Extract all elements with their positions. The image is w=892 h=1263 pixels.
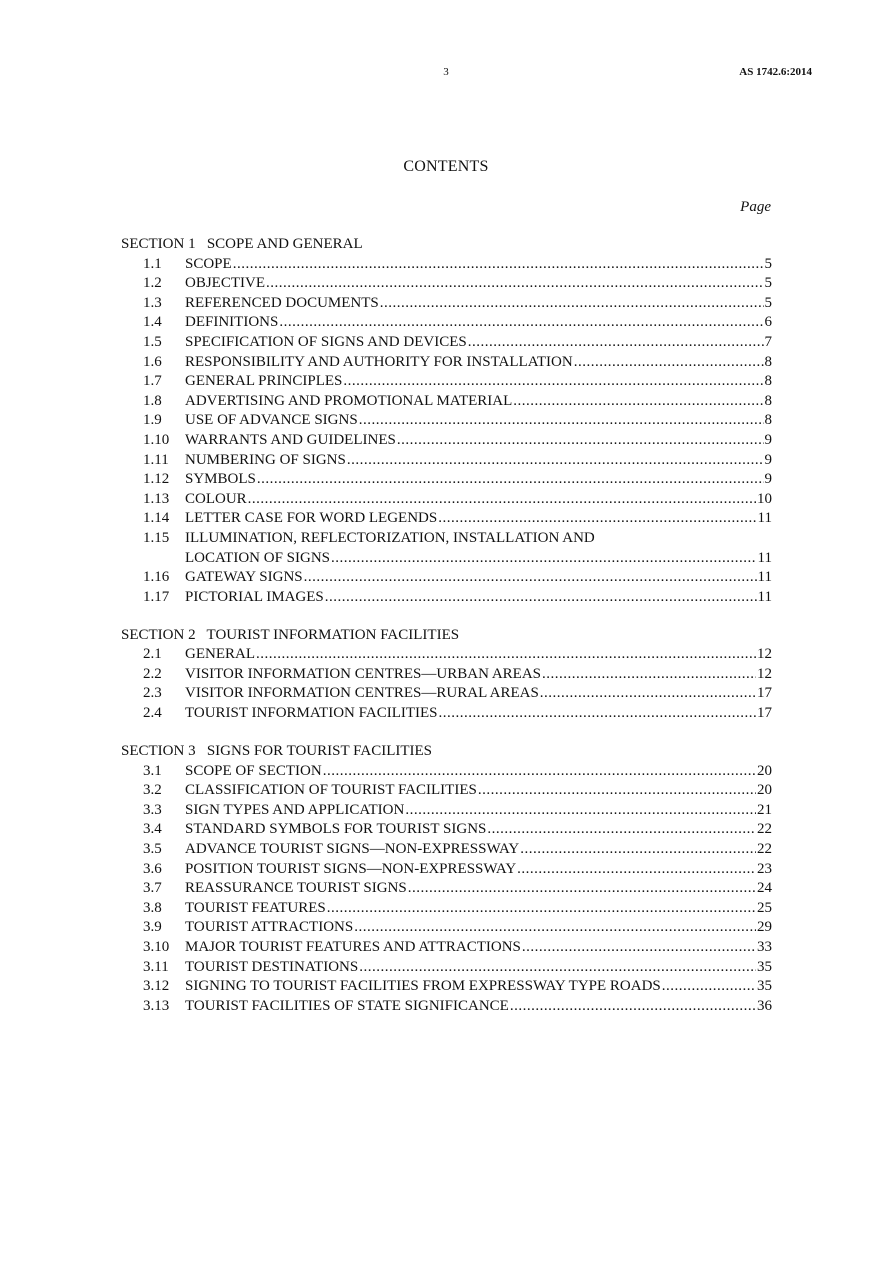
dot-leader <box>266 274 764 294</box>
dot-leader <box>347 451 764 471</box>
toc-entry[interactable] <box>121 490 772 510</box>
entry-title: STANDARD SYMBOLS FOR TOURIST SIGNS <box>185 821 487 838</box>
entry-number: 3.3 <box>143 801 162 818</box>
entry-page: 29 <box>757 919 772 936</box>
entry-page: 22 <box>757 841 772 857</box>
entry-title: ADVERTISING AND PROMOTIONAL MATERIAL <box>185 392 513 409</box>
dot-leader <box>513 392 763 412</box>
entry-number: 3.6 <box>143 860 162 877</box>
toc-entry[interactable] <box>121 451 772 471</box>
entry-title: LETTER CASE FOR WORD LEGENDS <box>185 510 438 527</box>
dot-leader <box>408 879 756 899</box>
dot-leader <box>279 313 763 333</box>
entry-title: OBJECTIVE <box>185 275 265 292</box>
entry-number: 1.3 <box>143 294 162 311</box>
entry-number: 3.7 <box>143 880 162 897</box>
toc-entry[interactable] <box>121 977 772 997</box>
entry-number: 1.17 <box>143 588 170 605</box>
entry-page: 9 <box>764 431 772 448</box>
toc-entry[interactable] <box>121 840 772 860</box>
toc-entry[interactable] <box>121 313 772 333</box>
entry-number: 1.12 <box>143 471 170 488</box>
entry-number: 1.4 <box>143 314 162 331</box>
entry-page: 8 <box>764 412 772 429</box>
dot-leader <box>468 333 764 353</box>
entry-number: 1.9 <box>143 412 162 429</box>
dot-leader <box>327 899 756 919</box>
toc-entry[interactable] <box>121 665 772 685</box>
entry-title: USE OF ADVANCE SIGNS <box>185 412 358 429</box>
dot-leader <box>542 665 756 685</box>
toc-entry-continuation[interactable] <box>121 549 772 569</box>
toc-entry[interactable] <box>121 684 772 704</box>
entry-title: TOURIST FEATURES <box>185 899 326 916</box>
dot-leader <box>438 509 756 529</box>
entry-number: 3.13 <box>143 997 170 1014</box>
entry-page: 23 <box>757 860 772 877</box>
entry-number: 3.1 <box>143 762 162 779</box>
entry-page: 5 <box>764 255 772 272</box>
dot-leader <box>354 918 756 938</box>
dot-leader <box>405 801 756 821</box>
entry-title: TOURIST INFORMATION FACILITIES <box>185 705 438 722</box>
dot-leader <box>517 860 756 880</box>
entry-title: RESPONSIBILITY AND AUTHORITY FOR INSTALLATION <box>185 353 573 370</box>
entry-page: 7 <box>764 333 772 350</box>
entry-page: 9 <box>764 471 772 488</box>
dot-leader <box>257 470 764 490</box>
page-number: 3 <box>443 66 449 78</box>
dot-leader <box>662 977 756 997</box>
dot-leader <box>380 294 764 314</box>
entry-page: 24 <box>757 880 772 897</box>
entry-number: 2.2 <box>143 665 162 682</box>
dot-leader <box>520 840 756 860</box>
entry-page: 35 <box>757 958 772 975</box>
entry-title: MAJOR TOURIST FEATURES AND ATTRACTIONS <box>185 938 521 955</box>
entry-number: 3.12 <box>143 978 170 995</box>
entry-title: SIGN TYPES AND APPLICATION <box>185 801 405 818</box>
entry-page: 9 <box>764 451 772 468</box>
dot-leader <box>304 568 757 588</box>
entry-number: 2.3 <box>143 685 162 702</box>
dot-leader <box>359 958 756 978</box>
entry-title: SCOPE <box>185 255 232 272</box>
entry-number: 2.1 <box>143 646 162 663</box>
dot-leader <box>478 781 756 801</box>
dot-leader <box>522 938 756 958</box>
toc-entry[interactable] <box>121 588 772 608</box>
dot-leader <box>343 372 763 392</box>
entry-number: 3.4 <box>143 821 162 838</box>
dot-leader <box>248 490 756 510</box>
dot-leader <box>540 684 756 704</box>
toc-entry[interactable] <box>121 801 772 821</box>
entry-page: 20 <box>757 762 772 779</box>
entry-page: 17 <box>757 705 772 722</box>
toc-entry[interactable] <box>121 645 772 665</box>
entry-number: 1.8 <box>143 392 162 409</box>
entry-number: 3.11 <box>143 958 169 975</box>
section-heading[interactable]: SECTION 1 SCOPE AND GENERAL <box>121 236 363 252</box>
entry-page: 11 <box>757 588 772 605</box>
entry-number: 3.10 <box>143 938 170 955</box>
entry-page: 12 <box>757 665 772 682</box>
document-id: AS 1742.6:2014 <box>739 66 812 78</box>
entry-title: REASSURANCE TOURIST SIGNS <box>185 880 407 897</box>
dot-leader <box>233 255 764 275</box>
toc-entry[interactable] <box>121 568 772 588</box>
entry-title: NUMBERING OF SIGNS <box>185 451 346 468</box>
toc-entry[interactable] <box>121 411 772 431</box>
toc-entry[interactable] <box>121 509 772 529</box>
toc-entry[interactable] <box>121 392 772 412</box>
entry-number: 1.6 <box>143 353 162 370</box>
entry-title: SCOPE OF SECTION <box>185 762 322 779</box>
entry-title: ADVANCE TOURIST SIGNS—NON-EXPRESSWAY <box>185 841 520 857</box>
toc-entry[interactable] <box>121 860 772 880</box>
dot-leader <box>397 431 764 451</box>
dot-leader <box>256 645 756 665</box>
entry-number: 1.2 <box>143 275 162 292</box>
entry-page: 11 <box>757 569 772 586</box>
entry-number: 3.8 <box>143 899 162 916</box>
entry-page: 11 <box>757 510 772 527</box>
entry-title: CLASSIFICATION OF TOURIST FACILITIES <box>185 782 477 799</box>
entry-title: ILLUMINATION, REFLECTORIZATION, INSTALLATION AND <box>185 529 595 546</box>
entry-page: 5 <box>764 294 772 311</box>
page-column-label: Page <box>740 199 771 215</box>
dot-leader <box>487 820 756 840</box>
toc-entry[interactable] <box>121 820 772 840</box>
entry-title: TOURIST ATTRACTIONS <box>185 919 354 936</box>
entry-title: COLOUR <box>185 490 247 507</box>
toc-entry[interactable] <box>121 958 772 978</box>
entry-number: 1.15 <box>143 529 170 546</box>
contents-title: CONTENTS <box>403 158 489 175</box>
entry-number: 1.7 <box>143 373 162 390</box>
toc-entry[interactable] <box>121 899 772 919</box>
toc-section <box>121 742 772 1016</box>
toc-entry[interactable] <box>121 704 772 724</box>
entry-title: SYMBOLS <box>185 471 256 488</box>
toc-section <box>121 626 772 724</box>
entry-title: SIGNING TO TOURIST FACILITIES FROM EXPRESSWAY TYPE ROADS <box>185 978 661 995</box>
toc-entry[interactable] <box>121 294 772 314</box>
toc-entry[interactable] <box>121 431 772 451</box>
toc-entry[interactable] <box>121 274 772 294</box>
entry-page: 10 <box>757 490 772 507</box>
entry-number: 3.5 <box>143 841 162 857</box>
entry-title: REFERENCED DOCUMENTS <box>185 294 379 311</box>
entry-page: 8 <box>764 392 772 409</box>
entry-page: 6 <box>764 314 772 331</box>
toc-entry[interactable] <box>121 333 772 353</box>
entry-page: 20 <box>757 782 772 799</box>
dot-leader <box>325 588 757 608</box>
entry-page: 33 <box>757 938 772 955</box>
entry-page: 8 <box>764 373 772 390</box>
toc-entry[interactable] <box>121 997 772 1017</box>
toc-entry[interactable] <box>121 762 772 782</box>
toc-entry[interactable] <box>121 781 772 801</box>
dot-leader <box>323 762 756 782</box>
entry-title: TOURIST DESTINATIONS <box>185 958 359 975</box>
entry-title-line2: LOCATION OF SIGNS <box>185 549 331 566</box>
section-heading[interactable]: SECTION 2 TOURIST INFORMATION FACILITIES <box>121 626 460 643</box>
entry-title: TOURIST FACILITIES OF STATE SIGNIFICANCE <box>185 997 509 1014</box>
entry-page: 21 <box>757 801 772 818</box>
dot-leader <box>574 353 764 373</box>
entry-page: 35 <box>757 978 772 995</box>
entry-number: 1.5 <box>143 333 162 350</box>
entry-number: 1.11 <box>143 451 169 468</box>
entry-number: 1.16 <box>143 569 170 586</box>
entry-number: 1.14 <box>143 510 170 527</box>
toc-entry[interactable] <box>121 372 772 392</box>
toc-entry[interactable] <box>121 255 772 275</box>
entry-page: 36 <box>757 997 772 1014</box>
toc-entry[interactable] <box>121 938 772 958</box>
entry-title: VISITOR INFORMATION CENTRES—RURAL AREAS <box>185 685 539 702</box>
dot-leader <box>331 549 757 569</box>
dot-leader <box>359 411 764 431</box>
section-heading[interactable]: SECTION 3 SIGNS FOR TOURIST FACILITIES <box>121 743 433 760</box>
entry-page: 25 <box>757 899 772 916</box>
toc-section <box>121 235 772 607</box>
entry-page: 11 <box>757 549 772 566</box>
entry-title: GENERAL <box>185 646 255 663</box>
entry-number: 2.4 <box>143 705 162 722</box>
toc-entry[interactable] <box>121 470 772 490</box>
entry-number: 1.10 <box>143 431 170 448</box>
entry-title: GATEWAY SIGNS <box>185 569 303 586</box>
entry-title: DEFINITIONS <box>185 314 279 331</box>
entry-page: 22 <box>757 821 772 838</box>
entry-title: WARRANTS AND GUIDELINES <box>185 431 396 448</box>
toc-entry[interactable] <box>121 529 772 549</box>
entry-title: PICTORIAL IMAGES <box>185 588 324 605</box>
entry-number: 1.1 <box>143 255 162 272</box>
toc-entry[interactable] <box>121 918 772 938</box>
entry-title: POSITION TOURIST SIGNS—NON-EXPRESSWAY <box>185 860 517 877</box>
entry-number: 3.9 <box>143 919 162 936</box>
entry-number: 3.2 <box>143 782 162 799</box>
entry-page: 5 <box>764 275 772 292</box>
toc-entry[interactable] <box>121 353 772 373</box>
entry-page: 17 <box>757 685 772 702</box>
entry-page: 8 <box>764 353 772 370</box>
dot-leader <box>439 704 756 724</box>
entry-number: 1.13 <box>143 490 170 507</box>
entry-title: SPECIFICATION OF SIGNS AND DEVICES <box>185 333 467 350</box>
entry-page: 12 <box>757 646 772 663</box>
entry-title: GENERAL PRINCIPLES <box>185 373 343 390</box>
dot-leader <box>510 997 756 1017</box>
entry-title: VISITOR INFORMATION CENTRES—URBAN AREAS <box>185 665 542 682</box>
table-of-contents <box>121 235 772 1035</box>
toc-entry[interactable] <box>121 879 772 899</box>
